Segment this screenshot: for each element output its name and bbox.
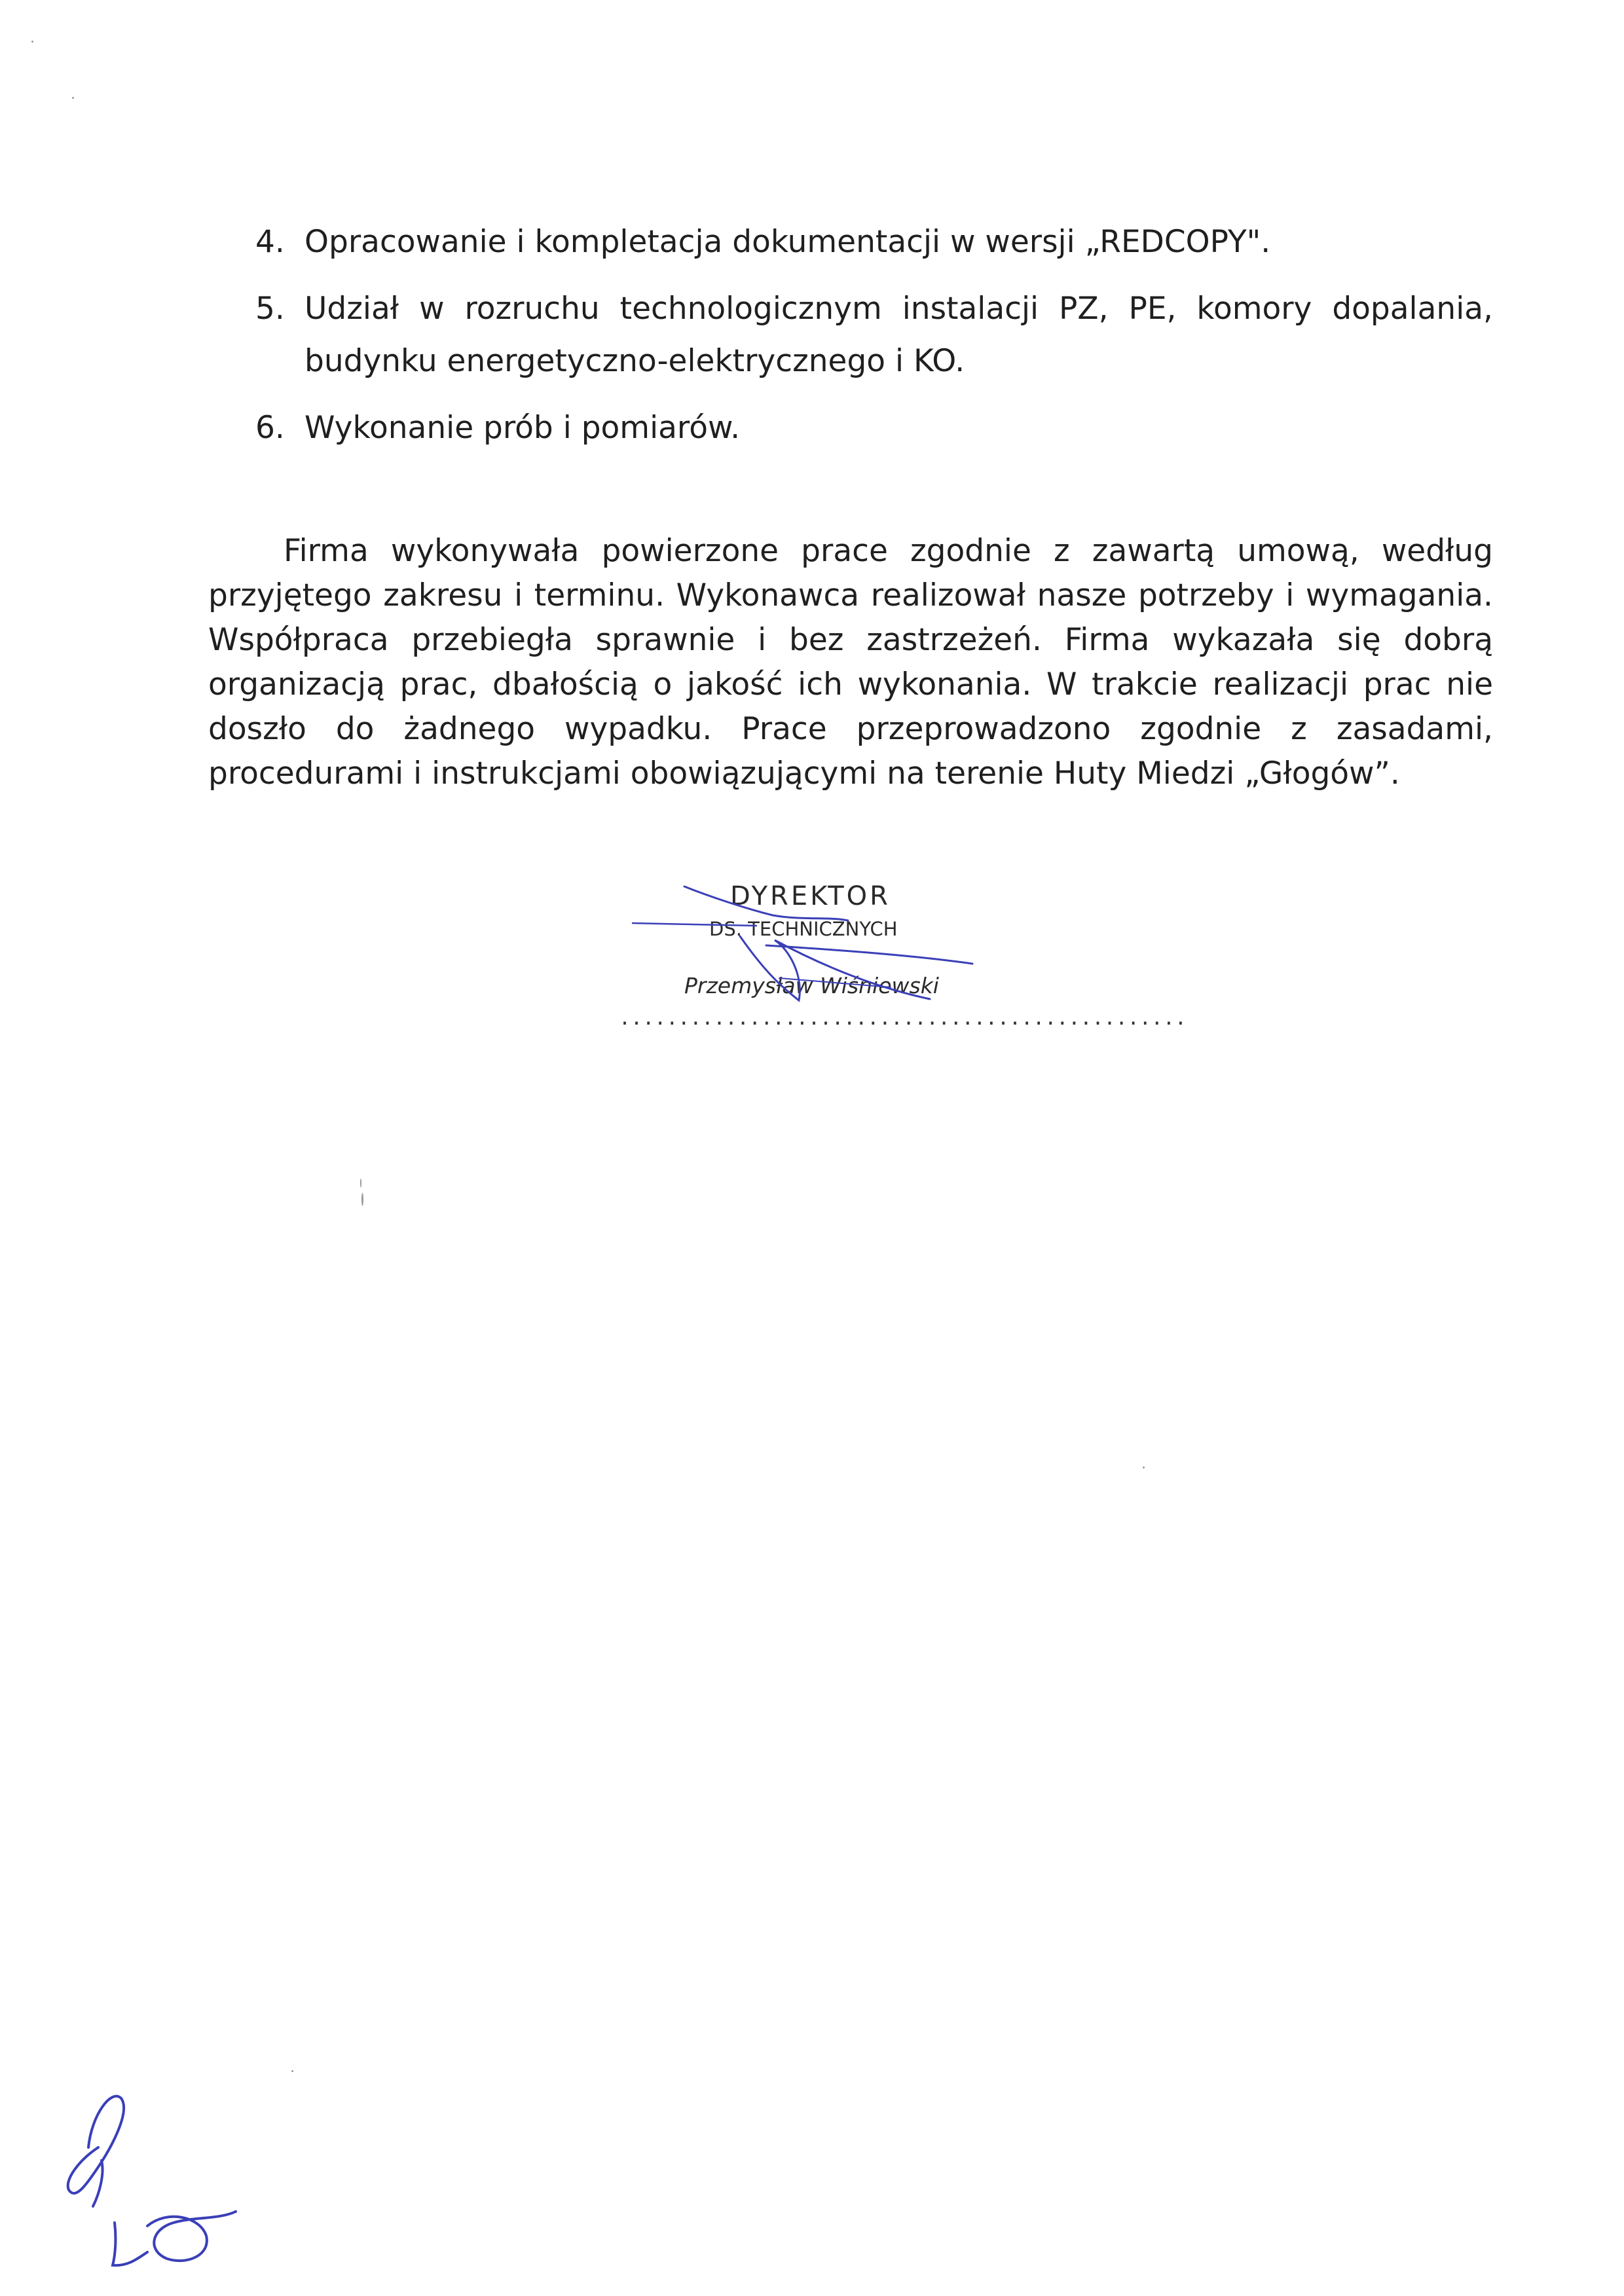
handwritten-initials	[39, 2062, 255, 2272]
stamp-name: Przemysław Wiśniewski	[684, 973, 939, 998]
numbered-list	[255, 216, 1493, 469]
stamp-subtitle: DS. TECHNICZNYCH	[709, 918, 898, 940]
scan-speck	[31, 41, 33, 43]
list-number: 6.	[255, 410, 285, 446]
list-text: Opracowanie i kompletacja dokumentacji w wersji „REDCOPY".	[304, 224, 1271, 260]
scan-speck	[72, 97, 74, 99]
signature-line: ................................................	[619, 1007, 1187, 1030]
list-text: Udział w rozruchu technologicznym instalacji PZ, PE, komory dopalania, budynku energetyczno-elektrycznego i KO.	[304, 291, 1493, 379]
scan-speck	[361, 1193, 363, 1206]
list-text: Wykonanie prób i pomiarów.	[304, 410, 741, 446]
list-item	[255, 283, 1493, 388]
director-stamp	[619, 877, 1187, 1048]
list-number: 5.	[255, 291, 285, 327]
body-paragraph: Firma wykonywała powierzone prace zgodnie z zawartą umową, według przyjętego zakresu i terminu. Wykonawca realizował nasze potrzeby i wymagania. Współpraca przebiegła sprawnie i bez zastrzeżeń. Firma wykazała się dobrą organizacją prac, dbałością o jakość ich wykonania. W trakcie realizacji prac nie doszło do żadnego wypadku. Prace przeprowadzono zgodnie z zasadami, procedurami i instrukcjami obowiązującymi na terenie Huty Miedzi „Głogów”.	[208, 533, 1493, 792]
list-number: 4.	[255, 224, 285, 260]
stamp-title: DYREKTOR	[730, 881, 891, 911]
list-item	[255, 216, 1493, 268]
scan-speck	[360, 1178, 361, 1188]
scan-speck	[291, 2070, 293, 2072]
list-item	[255, 402, 1493, 454]
scan-speck	[1143, 1467, 1145, 1468]
